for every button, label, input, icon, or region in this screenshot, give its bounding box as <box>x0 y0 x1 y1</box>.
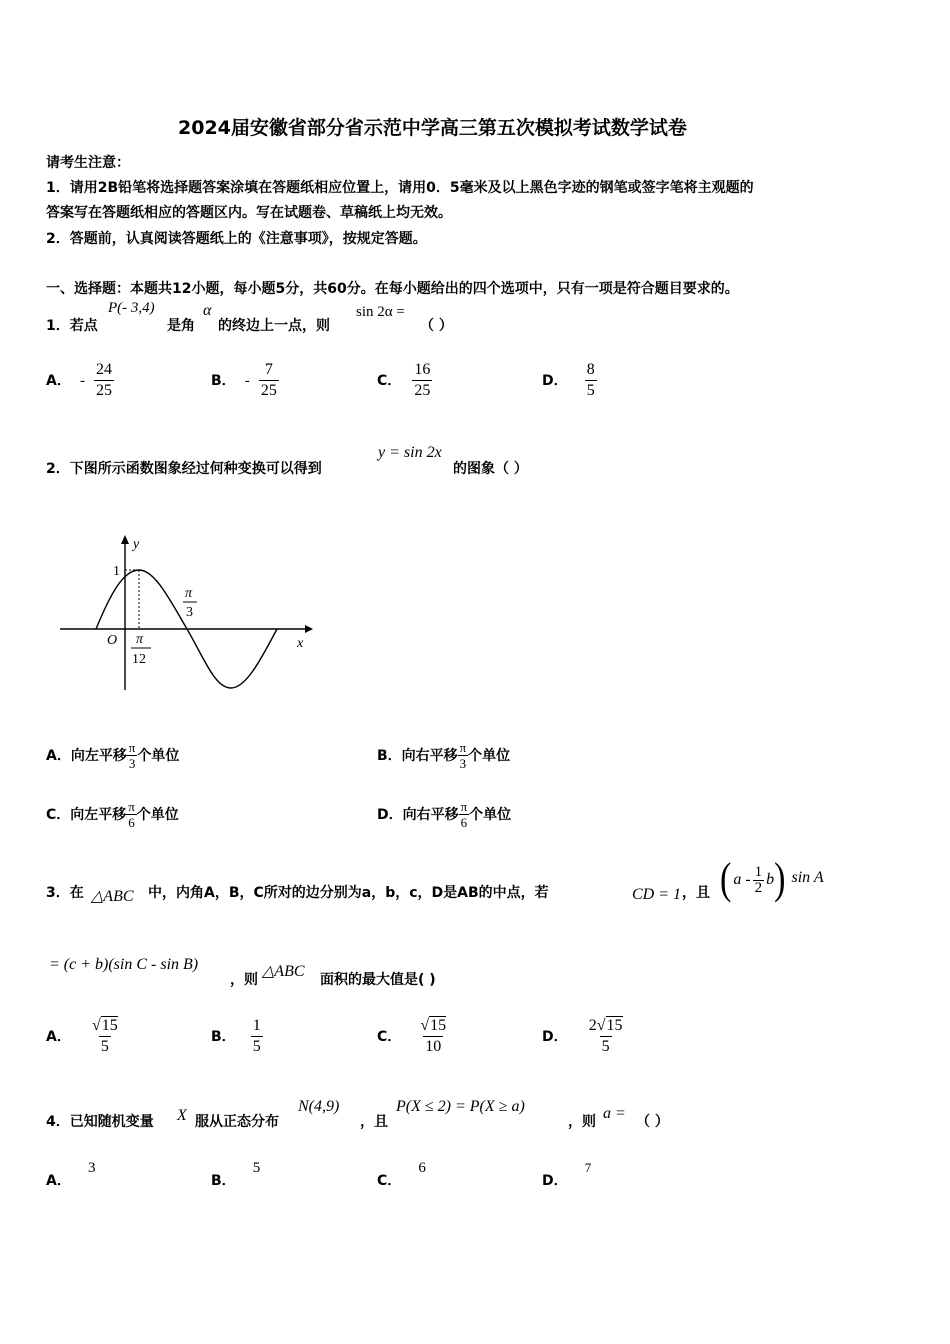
q3-option-d[interactable]: D． $\frac{2√15}{5}$ <box>542 1017 623 1055</box>
q1-option-a-sign: - <box>79 373 85 389</box>
q3-triangle-2: △ABC <box>262 963 305 980</box>
pi-twelfth-denominator: 12 <box>132 652 146 667</box>
q3-option-c-label: C． <box>377 1029 402 1045</box>
q2-option-c-unit: 个单位 <box>136 807 179 823</box>
q1-number: 1．若点 <box>46 318 98 334</box>
q4-answer-paren: （ ） <box>636 1114 669 1130</box>
one-label: 1 <box>113 564 120 579</box>
q3-line2-text: ，则 <box>230 972 258 988</box>
notice-line-1b: 答案写在答题纸相应的答题区内。写在试题卷、草稿纸上均无效。 <box>46 205 452 221</box>
q4-option-d-label: D． <box>542 1173 568 1189</box>
q1-answer-paren: （ ） <box>420 318 453 334</box>
q1-option-d[interactable] <box>542 360 597 401</box>
q4-variable: X <box>177 1107 187 1124</box>
q3-option-c-denominator: 10 <box>425 1038 442 1055</box>
q4-a: a = <box>603 1105 626 1122</box>
q4-option-c[interactable] <box>377 1160 426 1190</box>
q1-option-a[interactable] <box>46 360 114 401</box>
q3-text-2: ，且 <box>682 885 710 901</box>
q2-option-b[interactable] <box>377 740 510 771</box>
q3-half-numerator: 1 <box>754 863 763 880</box>
q4-text-1: 4．已知随机变量 <box>46 1114 154 1130</box>
q2-option-a[interactable] <box>46 740 179 771</box>
q1-option-b-numerator: 7 <box>264 361 273 378</box>
q2-option-c[interactable] <box>46 799 179 830</box>
q2-option-a-label: A．向左平移 <box>46 748 127 764</box>
y-label: y <box>133 537 140 552</box>
q1-option-c-denominator: 25 <box>414 382 431 399</box>
q4-text-4: ，则 <box>568 1114 596 1130</box>
q2-option-c-label: C．向左平移 <box>46 807 127 823</box>
q4-condition: P(X ≤ 2) = P(X ≥ a) <box>396 1098 525 1115</box>
q2-option-d-label: D．向右平移 <box>377 807 459 823</box>
q1-mid: 是角 <box>167 318 195 334</box>
q2-tail: 的图象（ ） <box>453 461 528 477</box>
q4-text-2: 服从正态分布 <box>195 1114 279 1130</box>
q1-option-b-label: B． <box>211 373 236 389</box>
q4-option-b[interactable] <box>211 1160 261 1190</box>
notice-line-1a: 1．请用2B铅笔将选择题答案涂填在答题纸相应位置上，请用0．5毫米及以上黑色字迹的钢笔或签字笔将主观题的 <box>46 180 754 196</box>
q1-option-a-label: A． <box>46 373 71 389</box>
q4-option-d[interactable] <box>542 1160 592 1190</box>
q3-option-a[interactable]: A． $\frac{√15}{5}$ <box>46 1017 118 1055</box>
q2-option-c-denominator: 6 <box>128 815 135 830</box>
q2-option-b-numerator: π <box>459 740 467 755</box>
x-axis-arrow-icon <box>305 625 313 633</box>
q2-option-d-unit: 个单位 <box>469 807 512 823</box>
q4-option-b-label: B． <box>211 1173 236 1189</box>
q2-option-a-unit: 个单位 <box>137 748 180 764</box>
q1-option-c[interactable] <box>377 360 432 401</box>
q1-option-b-sign: - <box>244 373 250 389</box>
q3-text-1: 中，内角A，B，C所对的边分别为a，b，c，D是AB的中点，若 <box>148 885 549 901</box>
q1-point: P(- 3,4) <box>108 300 155 316</box>
q4-option-c-value: 6 <box>418 1160 426 1176</box>
q3-option-b[interactable] <box>211 1016 263 1057</box>
q1-option-d-numerator: 8 <box>586 361 595 378</box>
q2-text: 2．下图所示函数图象经过何种变换可以得到 <box>46 461 322 477</box>
q1-option-a-numerator: 24 <box>96 361 113 378</box>
q2-option-b-unit: 个单位 <box>468 748 511 764</box>
q3-option-d-coefficient: 2 <box>588 1017 597 1034</box>
q1-mid2: 的终边上一点，则 <box>218 318 330 334</box>
notice-heading: 请考生注意： <box>46 155 130 171</box>
q1-option-d-denominator: 5 <box>586 382 595 399</box>
q2-option-b-denominator: 3 <box>459 756 467 771</box>
q3-option-c-radicand: 15 <box>430 1017 447 1034</box>
q3-number: 3．在 <box>46 885 84 901</box>
q4-option-a-label: A． <box>46 1173 71 1189</box>
q2-expression: y = sin 2x <box>378 444 442 461</box>
q4-option-a-value: 3 <box>87 1160 96 1176</box>
q3-condition-expression: ( a - $\frac{1}{2}$ b ) sin A <box>720 855 824 904</box>
y-axis-arrow-icon <box>121 535 129 544</box>
pi-twelfth-numerator: π <box>136 632 144 647</box>
q1-option-a-denominator: 25 <box>96 382 113 399</box>
q3-option-a-label: A． <box>46 1029 71 1045</box>
q4-option-a[interactable] <box>46 1160 96 1190</box>
q1-alpha: α <box>203 302 212 319</box>
q3-option-d-denominator: 5 <box>601 1038 610 1055</box>
pi-third-denominator: 3 <box>186 605 193 620</box>
q3-triangle: △ABC <box>91 888 134 905</box>
q3-option-b-numerator: 1 <box>252 1017 261 1034</box>
q2-option-a-numerator: π <box>128 740 136 755</box>
q2-function-graph <box>55 530 315 700</box>
q1-option-c-numerator: 16 <box>414 361 431 378</box>
q3-cd: CD = 1 <box>632 886 682 903</box>
section-heading: 一、选择题：本题共12小题，每小题5分，共60分。在每小题给出的四个选项中，只有一项是符合题目要求的。 <box>46 281 739 297</box>
q2-option-d-numerator: π <box>460 799 468 814</box>
q2-option-c-numerator: π <box>128 799 135 814</box>
q2-option-a-denominator: 3 <box>128 756 136 771</box>
q3-option-c[interactable]: C． $\frac{√15}{10}$ <box>377 1017 447 1055</box>
q3-option-d-radicand: 15 <box>606 1017 623 1034</box>
q4-option-d-value: 7 <box>584 1160 592 1175</box>
q1-option-b[interactable] <box>211 360 279 401</box>
q3-half-denominator: 2 <box>754 879 763 896</box>
x-label: x <box>297 636 304 651</box>
q3-option-d-label: D． <box>542 1029 568 1045</box>
q1-option-d-label: D． <box>542 373 568 389</box>
q2-option-d-denominator: 6 <box>460 815 468 830</box>
q3-sin-a: sin A <box>791 869 824 886</box>
q2-option-b-label: B．向右平移 <box>377 748 458 764</box>
q3-expr-b: b <box>766 871 775 888</box>
q3-line2-expression: = (c + b)(sin C - sin B) <box>49 956 199 973</box>
q2-option-d[interactable] <box>377 799 511 830</box>
pi-third-numerator: π <box>185 586 193 601</box>
q1-option-c-label: C． <box>377 373 402 389</box>
notice-line-2: 2．答题前，认真阅读答题纸上的《注意事项》，按规定答题。 <box>46 231 427 247</box>
q1-option-b-denominator: 25 <box>260 382 277 399</box>
q4-option-b-value: 5 <box>252 1160 261 1176</box>
q3-option-a-radicand: 15 <box>101 1017 118 1034</box>
q3-option-a-denominator: 5 <box>100 1038 109 1055</box>
q3-option-b-label: B． <box>211 1029 236 1045</box>
q4-option-c-label: C． <box>377 1173 402 1189</box>
q3-option-b-denominator: 5 <box>252 1038 261 1055</box>
origin-label: O <box>107 633 118 648</box>
q4-distribution: N(4,9) <box>298 1098 340 1115</box>
q1-expression: sin 2α = <box>356 304 405 320</box>
q3-line2-tail: 面积的最大值是( ) <box>320 972 436 988</box>
q3-expr-a: a - <box>733 871 751 888</box>
q4-text-3: ，且 <box>360 1114 388 1130</box>
page-title: 2024届安徽省部分省示范中学高三第五次模拟考试数学试卷 <box>178 117 687 139</box>
